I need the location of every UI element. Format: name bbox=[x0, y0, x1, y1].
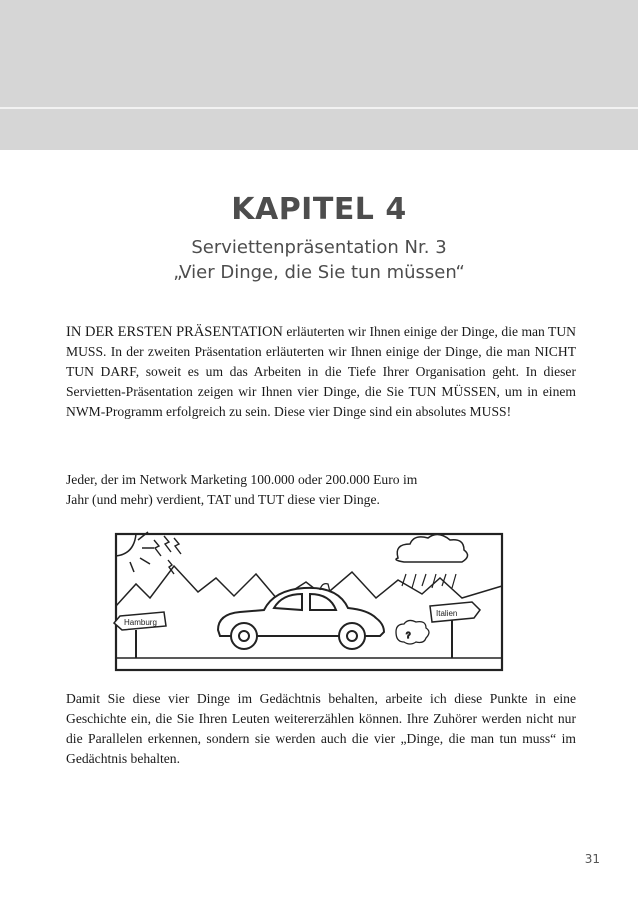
cloud-icon bbox=[396, 534, 468, 562]
paragraph-earners bbox=[66, 470, 576, 510]
paragraph-earners-line1: Jeder, der im Network Marketing 100.000 oder 200.000 Euro im bbox=[66, 472, 418, 487]
car-trip-illustration bbox=[106, 526, 506, 676]
paragraph-lead: IN DER ERSTEN PRÄSENTATION bbox=[66, 324, 283, 340]
sign-italien bbox=[430, 602, 480, 658]
chapter-subtitle-quote: „Vier Dinge, die Sie tun müssen“ bbox=[173, 262, 465, 283]
sign-hamburg bbox=[114, 612, 166, 658]
header-divider bbox=[0, 107, 638, 109]
paragraph-intro-text: erläuterten wir Ihnen einige der Dinge, die man TUN MUSS. In der zweiten Präsentation erläuterten wir Ihnen einige der Dinge, die man NICHT TUN DARF, soweit es um das Arbeiten in die Tiefe Ihrer Organisation geht. In dieser Servietten-Präsentation zeigen wir Ihnen vier Dinge, die Sie TUN MÜSSEN, um in einem NWM-Programm erfolgreich zu sein. Diese vier Dinge sind ein absolutes MUSS! bbox=[66, 324, 576, 419]
paragraph-intro bbox=[66, 322, 576, 422]
page-number: 31 bbox=[584, 852, 600, 866]
sun-icon bbox=[116, 532, 154, 572]
chapter-subtitle: Serviettenpräsentation Nr. 3 bbox=[191, 237, 447, 258]
car-icon bbox=[218, 584, 384, 649]
paragraph-story: Damit Sie diese vier Dinge im Gedächtnis behalten, arbeite ich diese Punkte in eine Geschichte ein, die Sie Ihren Leuten weitererzählen können. Ihre Zuhörer werden nicht nur die Parallelen erkennen, sondern sie werden auch die vier „Dinge, die man tun muss“ im Gedächtnis behalten. bbox=[66, 691, 576, 766]
exhaust-cloud bbox=[396, 620, 429, 644]
sign-hamburg-label: Hamburg bbox=[124, 618, 157, 627]
exhaust-glyph: ? bbox=[406, 631, 411, 640]
paragraph-earners-line2: Jahr (und mehr) verdient, TAT und TUT diese vier Dinge. bbox=[66, 492, 380, 507]
sign-italien-label: Italien bbox=[436, 609, 458, 618]
header-band bbox=[0, 0, 638, 150]
chapter-title: KAPITEL 4 bbox=[231, 192, 407, 227]
